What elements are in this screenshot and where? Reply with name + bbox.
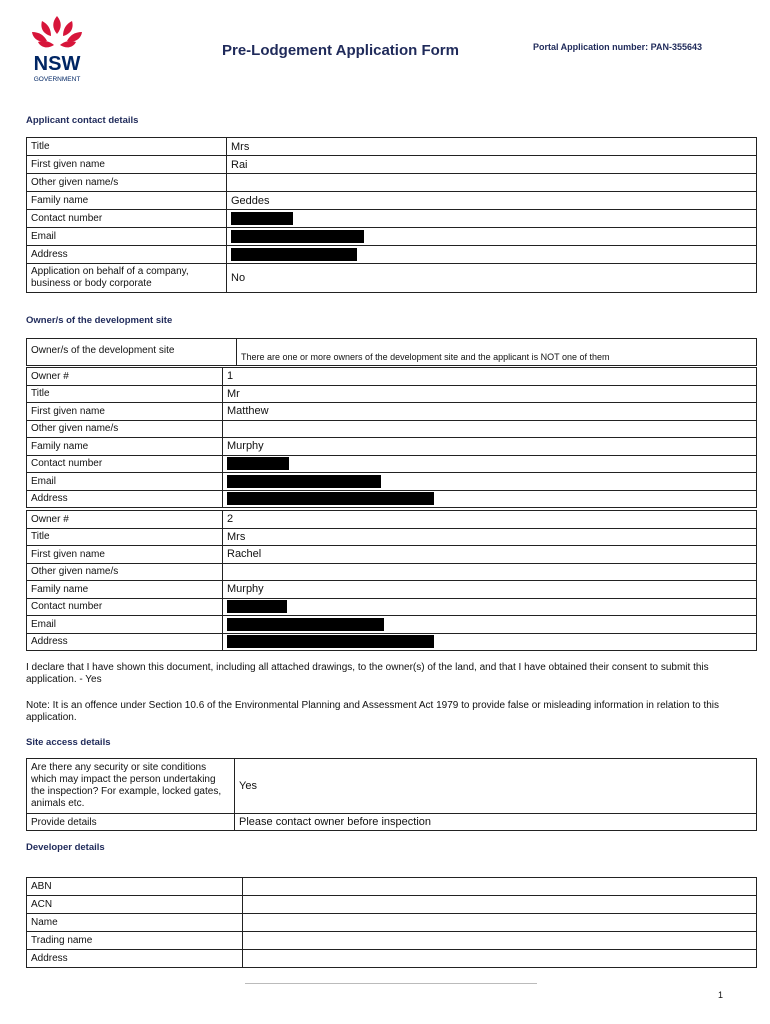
row-value: Please contact owner before inspection: [235, 814, 757, 831]
redacted-block: [227, 635, 434, 648]
table-row: [27, 546, 757, 564]
table-row: [27, 511, 757, 529]
table-row: [27, 932, 757, 950]
row-value: Murphy: [223, 438, 757, 456]
row-value: [227, 174, 757, 192]
table-row: [27, 174, 757, 192]
row-label: Other given name/s: [27, 563, 223, 581]
table-row: [27, 138, 757, 156]
row-label: Family name: [27, 438, 223, 456]
developer-section-heading: Developer details: [26, 842, 105, 853]
row-value: 2: [223, 511, 757, 529]
table-row: [27, 563, 757, 581]
site-access-table: [26, 758, 757, 831]
row-label: Title: [27, 528, 223, 546]
row-label: Owner/s of the development site: [27, 339, 237, 366]
owner-2-table: [26, 510, 757, 651]
redacted-block: [227, 475, 381, 488]
table-row: [27, 914, 757, 932]
table-row: [27, 616, 757, 634]
row-label: Are there any security or site conditions which may impact the person undertaking the inspection? For example, locked gates, animals etc.: [27, 759, 235, 814]
row-label: Contact number: [27, 210, 227, 228]
table-row: [27, 950, 757, 968]
row-value: [243, 896, 757, 914]
row-label: Application on behalf of a company, business or body corporate: [27, 264, 227, 293]
redacted-block: [227, 600, 287, 613]
logo-wordmark: NSW: [33, 53, 81, 75]
row-label: Trading name: [27, 932, 243, 950]
table-row: [27, 581, 757, 599]
row-value: Mrs: [227, 138, 757, 156]
row-value: Rachel: [223, 546, 757, 564]
owners-section-heading: Owner/s of the development site: [26, 315, 173, 326]
row-value: Rai: [227, 156, 757, 174]
table-row: [27, 528, 757, 546]
row-value: There are one or more owners of the development site and the applicant is NOT one of them: [237, 339, 757, 366]
offence-note: Note: It is an offence under Section 10.6 of the Environmental Planning and Assessment Act 1979 to provide false or misleading information in relation to this application.: [26, 700, 720, 723]
applicant-table: [26, 137, 757, 293]
developer-table: [26, 877, 757, 968]
row-label: ACN: [27, 896, 243, 914]
redacted-block: [231, 248, 357, 261]
row-value: [223, 563, 757, 581]
redacted-block: [231, 230, 364, 243]
row-label: Email: [27, 616, 223, 634]
row-label: Family name: [27, 581, 223, 599]
applicant-section-heading: Applicant contact details: [26, 115, 139, 126]
row-value: [223, 420, 757, 438]
row-label: Contact number: [27, 598, 223, 616]
owner-1-table: [26, 367, 757, 508]
row-label: Owner #: [27, 368, 223, 386]
row-value: [243, 914, 757, 932]
row-value: Mrs: [223, 528, 757, 546]
row-label: Contact number: [27, 455, 223, 473]
row-value: No: [227, 264, 757, 293]
row-value: Yes: [235, 759, 757, 814]
row-value: Geddes: [227, 192, 757, 210]
row-label: Owner #: [27, 511, 223, 529]
row-value: Matthew: [223, 403, 757, 421]
table-row: [27, 420, 757, 438]
table-row: [27, 210, 757, 228]
row-label: Name: [27, 914, 243, 932]
row-value: [243, 932, 757, 950]
row-value: [243, 878, 757, 896]
row-label: Address: [27, 246, 227, 264]
row-label: First given name: [27, 156, 227, 174]
table-row: [27, 455, 757, 473]
table-row: [27, 156, 757, 174]
site-access-section-heading: Site access details: [26, 737, 111, 748]
row-label: Email: [27, 228, 227, 246]
row-value: Mr: [223, 385, 757, 403]
row-label: Title: [27, 385, 223, 403]
redacted-block: [227, 492, 434, 505]
row-label: Address: [27, 490, 223, 508]
row-value: Murphy: [223, 581, 757, 599]
table-row: [27, 896, 757, 914]
table-row: [27, 814, 757, 831]
table-row: [27, 368, 757, 386]
table-row: [27, 228, 757, 246]
redacted-block: [227, 457, 289, 470]
redacted-block: [231, 212, 293, 225]
footer-divider: [245, 983, 537, 984]
table-row: [27, 473, 757, 491]
table-row: [27, 385, 757, 403]
row-label: Title: [27, 138, 227, 156]
owners-summary-table: [26, 338, 757, 366]
table-row: [27, 633, 757, 651]
table-row: [27, 598, 757, 616]
redacted-block: [227, 618, 384, 631]
table-row: [27, 339, 757, 366]
row-label: Email: [27, 473, 223, 491]
page-number: 1: [718, 990, 724, 1000]
row-value: 1: [223, 368, 757, 386]
table-row: [27, 438, 757, 456]
table-row: [27, 264, 757, 293]
consent-declaration: I declare that I have shown this document, including all attached drawings, to the owner(s) of the land, and that I have obtained their consent to submit this application. - Yes: [26, 662, 709, 685]
row-label: Other given name/s: [27, 174, 227, 192]
form-title: Pre-Lodgement Application Form: [222, 42, 459, 59]
table-row: [27, 878, 757, 896]
row-label: First given name: [27, 403, 223, 421]
row-label: Family name: [27, 192, 227, 210]
table-row: [27, 192, 757, 210]
row-label: First given name: [27, 546, 223, 564]
row-value: [243, 950, 757, 968]
table-row: [27, 490, 757, 508]
row-label: Other given name/s: [27, 420, 223, 438]
table-row: [27, 403, 757, 421]
portal-application-number: Portal Application number: PAN-355643: [533, 42, 703, 52]
row-label: Address: [27, 950, 243, 968]
row-label: Address: [27, 633, 223, 651]
row-label: Provide details: [27, 814, 235, 831]
row-label: ABN: [27, 878, 243, 896]
logo-subtext: GOVERNMENT: [33, 76, 81, 83]
nsw-government-logo: [24, 12, 90, 88]
table-row: [27, 246, 757, 264]
table-row: [27, 759, 757, 814]
